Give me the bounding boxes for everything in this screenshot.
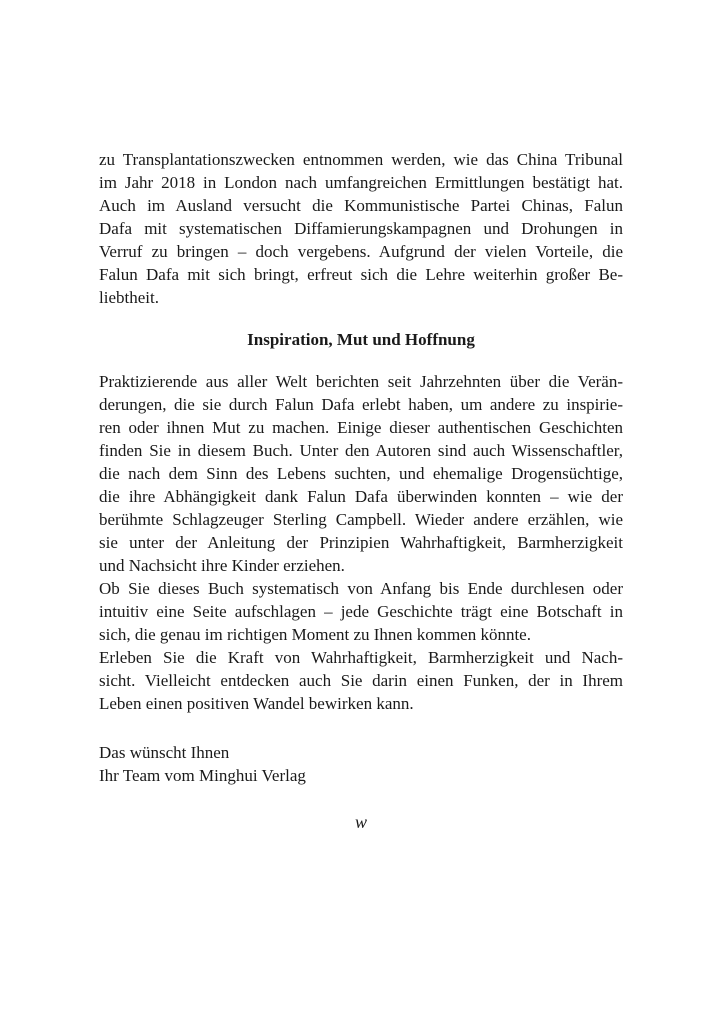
text-line: Praktizierende aus aller Welt berichten seit Jahrzehnten über die Verän-: [99, 372, 623, 391]
text-line: Falun Dafa mit sich bringt, erfreut sich die Lehre weiterhin großer Be-: [99, 265, 623, 284]
text-line: Verruf zu bringen – doch vergebens. Aufgrund der vielen Vorteile, die: [99, 242, 623, 261]
text-line: sich, die genau im richtigen Moment zu Ihnen kommen könnte.: [99, 625, 531, 644]
text-line: intuitiv eine Seite aufschlagen – jede Geschichte trägt eine Botschaft in: [99, 602, 623, 621]
text-line: Leben einen positiven Wandel bewirken kann.: [99, 694, 414, 713]
text-line: liebtheit.: [99, 288, 159, 307]
closing-line: Das wünscht Ihnen: [99, 743, 230, 762]
text-line: im Jahr 2018 in London nach umfangreichen Ermittlungen bestätigt hat.: [99, 173, 623, 192]
page-content: [99, 148, 623, 787]
text-line: die ihre Abhängigkeit dank Falun Dafa überwinden konnten – wie der: [99, 487, 623, 506]
body-paragraph: [99, 370, 623, 715]
text-line: berühmte Schlagzeuger Sterling Campbell. Wieder andere erzählen, wie: [99, 510, 623, 529]
text-line: sie unter der Anleitung der Prinzipien Wahrhaftigkeit, Barmherzigkeit: [99, 533, 623, 552]
text-line: ren oder ihnen Mut zu machen. Einige dieser authentischen Geschichten: [99, 418, 623, 437]
closing-line: Ihr Team vom Minghui Verlag: [99, 766, 306, 785]
section-heading: Inspiration, Mut und Hoffnung: [247, 330, 475, 349]
text-line: Dafa mit systematischen Diffamierungskampagnen und Drohungen in: [99, 219, 623, 238]
text-line: Ob Sie dieses Buch systematisch von Anfang bis Ende durchlesen oder: [99, 579, 623, 598]
text-line: zu Transplantationszwecken entnommen werden, wie das China Tribunal: [99, 150, 623, 169]
intro-paragraph: [99, 148, 623, 309]
text-line: sicht. Vielleicht entdecken auch Sie darin einen Funken, der in Ihrem: [99, 671, 623, 690]
text-line: derungen, die sie durch Falun Dafa erlebt haben, um andere zu inspirie-: [99, 395, 623, 414]
text-line: Auch im Ausland versucht die Kommunistische Partei Chinas, Falun: [99, 196, 623, 215]
page-number: w: [354, 812, 367, 832]
text-line: die nach dem Sinn des Lebens suchten, und ehemalige Drogensüchtige,: [99, 464, 623, 483]
closing-signature: [99, 741, 623, 787]
text-line: und Nachsicht ihre Kinder erziehen.: [99, 556, 345, 575]
text-line: finden Sie in diesem Buch. Unter den Autoren sind auch Wissenschaftler,: [99, 441, 623, 460]
text-line: Erleben Sie die Kraft von Wahrhaftigkeit, Barmherzigkeit und Nach-: [99, 648, 623, 667]
